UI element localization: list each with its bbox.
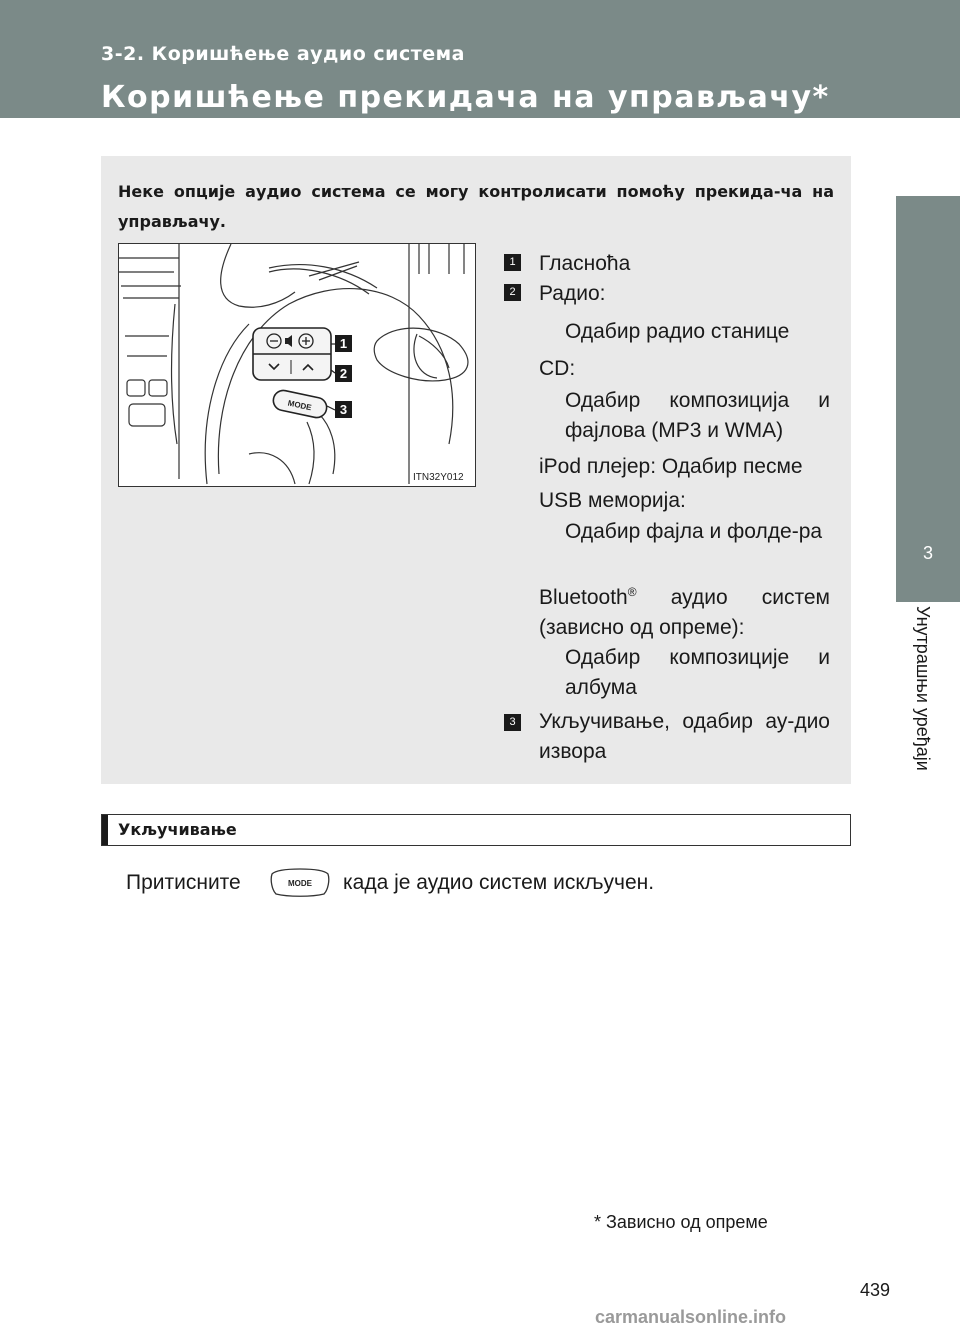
watermark: carmanualsonline.info <box>595 1307 787 1327</box>
subsection-marker <box>102 815 108 845</box>
footnote: * Зависно од опреме <box>594 1212 768 1232</box>
callout-2: 2 <box>339 366 348 381</box>
item-cd-desc: Одабир композиција и фајлова (MP3 и WMA) <box>565 389 830 442</box>
steering-switch-illustration <box>118 243 476 487</box>
chapter-tab <box>896 196 960 602</box>
page-title: Коришћење прекидача на управљачу* <box>101 80 830 115</box>
steering-wheel-drawing <box>119 244 475 486</box>
item-bluetooth-desc: Одабир композиције и албума <box>565 646 830 699</box>
item-volume-label: Гласноћа <box>539 252 631 275</box>
bluetooth-rest: аудио систем (зависно од опреме): <box>539 586 830 639</box>
item-ipod: iPod плејер: Одабир песме <box>539 455 803 478</box>
chapter-label-box <box>912 606 948 816</box>
subsection-header <box>101 814 851 846</box>
item-radio-label: Радио: <box>539 282 606 305</box>
intro-text: Неке опције аудио система се могу контролисати помоћу прекида-ча на управљачу. <box>118 182 834 231</box>
registered-mark: ® <box>627 585 637 599</box>
callout-1: 1 <box>339 336 348 351</box>
item-mode-label: Укључивање, одабир ау-дио извора <box>539 710 830 763</box>
item-bluetooth <box>539 583 830 643</box>
item-number-1: 1 <box>504 254 521 271</box>
item-number-2: 2 <box>504 284 521 301</box>
item-usb-label: USB меморија: <box>539 489 686 512</box>
chapter-label: Унутрашњи уређаји <box>913 606 933 771</box>
chapter-number: 3 <box>922 543 933 563</box>
callout-3: 3 <box>339 402 348 417</box>
bluetooth-label: Bluetooth <box>539 586 628 609</box>
item-usb-desc: Одабир фајла и фолде-ра <box>565 520 823 543</box>
item-number-3: 3 <box>504 714 521 731</box>
mode-button-icon <box>268 866 332 903</box>
section-label: 3-2. Коришћење аудио система <box>101 43 465 65</box>
illustration-code: ITN32Y012 <box>413 472 464 483</box>
mode-icon-label: MODE <box>288 879 312 888</box>
press-instruction-before: Притисните <box>126 871 241 894</box>
subsection-title: Укључивање <box>118 820 237 839</box>
press-instruction-after: када је аудио систем искључен. <box>343 871 655 894</box>
item-cd-label: CD: <box>539 357 576 380</box>
page-number: 439 <box>860 1280 891 1300</box>
item-radio-desc: Одабир радио станице <box>565 320 790 343</box>
mode-button-label: MODE <box>287 398 313 413</box>
